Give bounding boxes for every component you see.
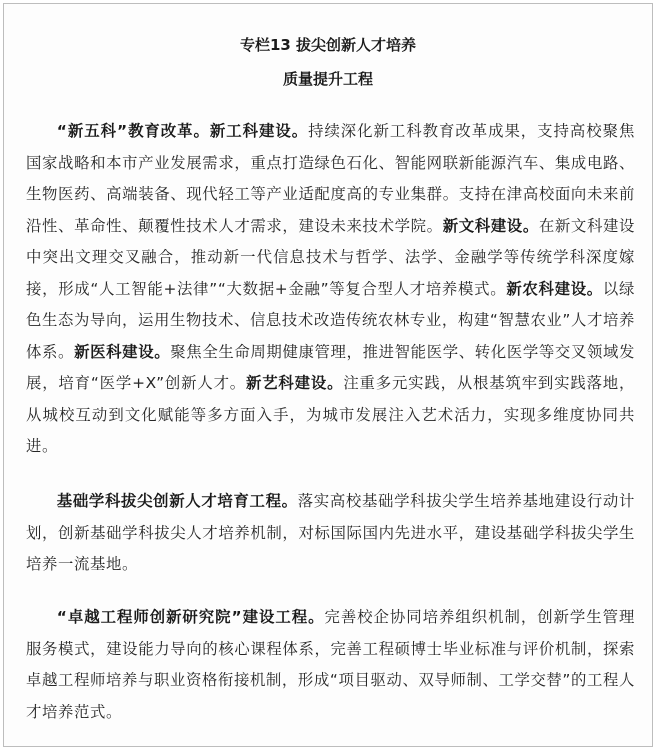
run: “新五科”教育改革。 (56, 122, 210, 140)
run: 以绿色生态为导向，运用生物技术、信息技术改造传统农林专业，构建“智慧农业”人才培养体系。 (26, 279, 635, 361)
run: “卓越工程师创新研究院”建设工程。 (56, 608, 325, 626)
column-box (3, 3, 653, 747)
run: 新工科建设。 (209, 122, 309, 140)
paragraph-basic-disciplines (26, 486, 635, 581)
box-subtitle: 质量提升工程 (282, 70, 373, 88)
run: 新艺科建设。 (246, 374, 344, 392)
paragraph-excellent-engineers (26, 602, 635, 728)
run: 基础学科拔尖创新人才培育工程。 (56, 492, 298, 510)
run: 落实高校基础学科拔尖学生培养基地建设行动计划，创新基础学科拔尖人才培养机制，对标国际国内先进水平，建设基础学科拔尖学生培养一流基地。 (26, 492, 635, 573)
run: 新农科建设。 (506, 279, 603, 298)
box-title: 专栏13 拔尖创新人才培养 (239, 36, 417, 54)
run: 完善校企协同培养组织机制，创新学生管理服务模式，建设能力导向的核心课程体系，完善工程硕博士毕业标准与评价机制，探索卓越工程师培养与职业资格衔接机制，形成“项目驱动、双导师制、工学交替”的工程人才培养范式。 (26, 608, 636, 721)
run: 持续深化新工科教育改革成果，支持高校聚焦国家战略和本市产业发展需求，重点打造绿色石化、智能网联新能源汽车、集成电路、生物医药、高端装备、现代轻工等产业适配度高的专业集群。支持在津高校面向未来前沿性、革命性、颠覆性技术人才需求，建设未来技术学院。 (26, 122, 635, 235)
run: 新文科建设。 (442, 216, 539, 235)
paragraph-five-disciplines (26, 116, 635, 463)
run: 新医科建设。 (74, 342, 171, 361)
run: 注重多元实践，从根基筑牢到实践落地，从城校互动到文化赋能等多方面入手，为城市发展注入艺术活力，实现多维度协同共进。 (26, 374, 635, 455)
run: 在新文科建设中突出文理交叉融合，推动新一代信息技术与哲学、法学、金融学等传统学科深度嫁接，形成“人工智能+法律”“大数据+金融”等复合型人才培养模式。 (26, 216, 635, 298)
run: 聚焦全生命周期健康管理，推进智能医学、转化医学等交叉领域发展，培育“医学+X”创新人才。 (26, 342, 635, 392)
